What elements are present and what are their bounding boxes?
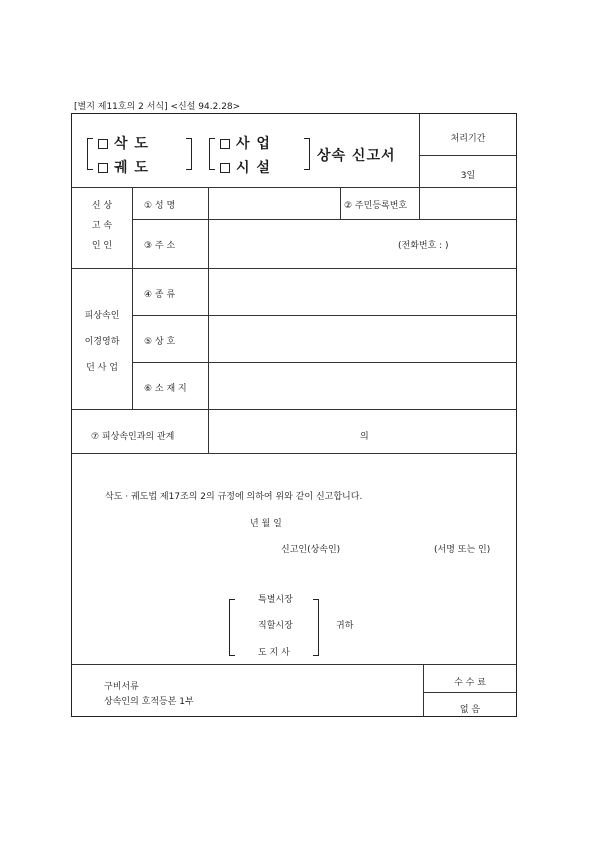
address-field[interactable] [209,220,389,267]
form-title: 상속 신고서 [317,148,396,164]
title-option-a1: 삭 도 [98,133,149,153]
reporter-signature-label: 신고인(상속인) [281,545,341,555]
business-group-label: 피상속인 이경영하 던 사 업 [84,311,120,373]
rrn-field[interactable] [420,188,516,218]
declaration-form [71,113,517,717]
required-docs-item: 상속인의 호적등본 1부 [104,697,194,707]
addressee-governor: 도 지 사 [258,648,290,658]
relation-field[interactable] [209,410,516,452]
required-docs-title: 구비서류 [104,682,139,692]
name-field[interactable] [209,188,339,218]
checkbox-icon [220,163,230,173]
location-label: ⑥ 소 재 지 [144,384,187,394]
title-option-b2: 시 설 [220,157,271,177]
location-field[interactable] [209,363,516,408]
name-label: ① 성 명 [144,201,176,211]
trade-name-field[interactable] [209,316,516,361]
addressee-city-mayor: 직할시장 [258,621,293,631]
title-bracket-right-b [304,138,310,170]
title-bracket-left-b [209,138,215,170]
relation-value: 의 [360,432,369,442]
form-caption: [별지 제11호의 2 서식] <신설 94.2.28> [74,102,241,112]
relation-label: ⑦ 피상속인과의 관계 [91,432,175,442]
trade-name-label: ⑤ 상 호 [144,337,176,347]
processing-period-label: 처리기간 [450,134,486,144]
fee-value: 없 음 [459,705,481,715]
rrn-label: ② 주민등록번호 [344,201,408,211]
checkbox-icon [98,163,108,173]
phone-label: (전화번호 : ) [398,241,449,251]
declaration-date: 년 월 일 [250,519,282,529]
business-type-label: ④ 종 류 [144,290,176,300]
reporter-group-label: 신 상 고 속 인 인 [91,201,113,251]
address-label: ③ 주 소 [144,241,176,251]
title-bracket-right-a [186,138,192,170]
sign-or-seal-label: (서명 또는 인) [434,545,491,555]
declaration-statement: 삭도 · 궤도법 제17조의 2의 규정에 의하여 위와 같이 신고합니다. [105,492,363,502]
fee-label: 수 수 료 [454,678,486,688]
addressee-seoul-mayor: 특별시장 [258,595,293,605]
processing-period-value: 3일 [460,171,476,181]
addressee-bracket-left [229,599,235,656]
title-option-b1: 사 업 [220,133,271,153]
checkbox-icon [220,139,230,149]
checkbox-icon [98,139,108,149]
title-option-a2: 궤 도 [98,157,149,177]
honorific-label: 귀하 [336,621,354,631]
title-bracket-left-a [87,138,93,170]
addressee-bracket-right [313,599,319,656]
business-type-field[interactable] [209,269,516,314]
